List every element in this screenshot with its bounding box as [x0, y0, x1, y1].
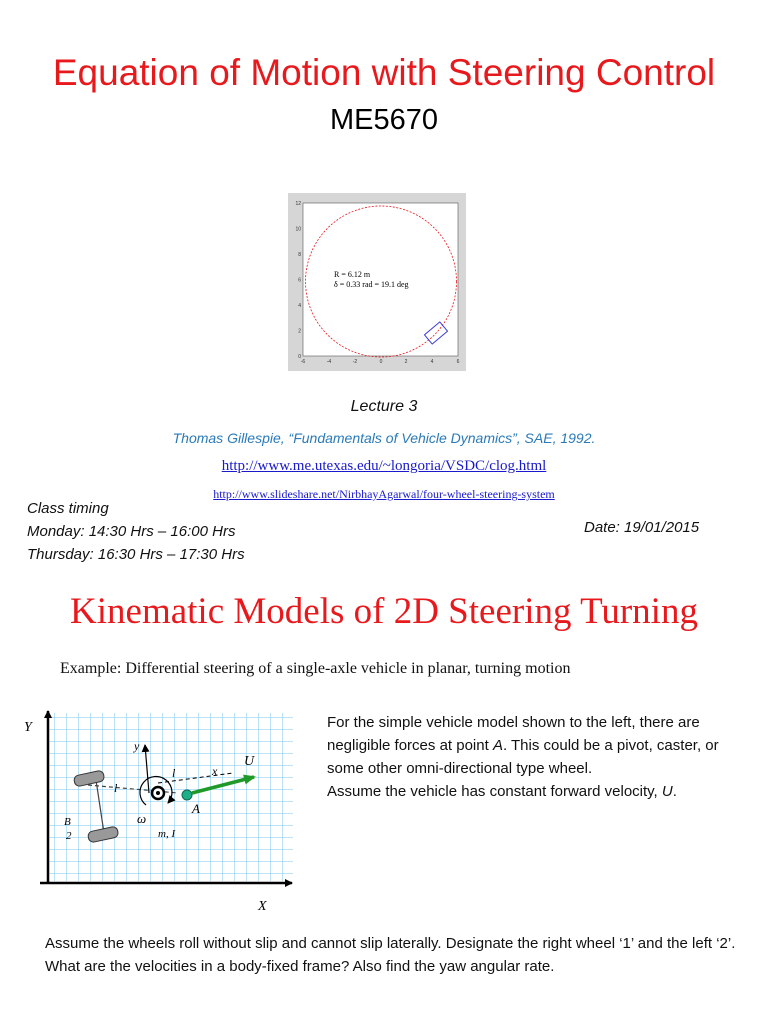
class-timing-monday: Monday: 14:30 Hrs – 16:00 Hrs — [27, 523, 236, 540]
class-timing-heading: Class timing — [27, 500, 109, 517]
reference-citation: Thomas Gillespie, “Fundamentals of Vehicle Dynamics”, SAE, 1992. — [172, 430, 596, 446]
y-tick: 10 — [295, 226, 301, 233]
track-width-denominator: 2 — [66, 830, 72, 842]
point-a — [182, 790, 192, 800]
point-a-ref: A — [492, 737, 503, 754]
section-title: Kinematic Models of 2D Steering Turning — [70, 591, 698, 632]
y-tick: 8 — [298, 252, 301, 258]
y-tick: 0 — [298, 354, 301, 360]
course-code: ME5670 — [329, 104, 438, 136]
delta-label: δ = 0.33 rad = 19.1 deg — [334, 280, 409, 289]
x-tick: 2 — [404, 359, 408, 365]
x-tick: 6 — [456, 359, 460, 365]
slide-title: Equation of Motion with Steering Control — [52, 52, 716, 93]
lecture-date: Date: 19/01/2015 — [584, 519, 700, 536]
class-timing — [27, 497, 245, 566]
point-a-label: A — [192, 801, 200, 816]
x-tick: -2 — [352, 359, 358, 365]
vehicle-diagram — [18, 705, 303, 920]
mass-inertia-label: m, I — [158, 828, 176, 840]
y-tick: 2 — [298, 328, 301, 335]
velocity-ref: U — [661, 783, 673, 800]
x-tick: -4 — [326, 359, 332, 365]
slideshare-link[interactable]: http://www.slideshare.net/NirbhayAgarwal/four-wheel-steering-system — [213, 487, 555, 501]
y-tick: 6 — [298, 277, 301, 284]
track-width-label: B — [64, 816, 71, 828]
length-l2-label: l — [114, 781, 118, 795]
x-tick: 0 — [379, 359, 383, 365]
turning-circle-plot — [288, 193, 466, 371]
grid-background — [48, 713, 293, 881]
model-description: For the simple vehicle model shown to the left, there are negligible forces at point A. This could be a pivot, caster, or some other omni-directional type wheel. Assume the vehicle has constant forward velocity, U. — [327, 714, 719, 800]
radius-label: R = 6.12 m — [334, 270, 371, 279]
y-tick: 4 — [298, 303, 301, 309]
world-x-label: X — [258, 899, 267, 914]
body-x-label: x — [212, 764, 218, 778]
body-y-label: y — [134, 739, 140, 753]
class-timing-thursday: Thursday: 16:30 Hrs – 17:30 Hrs — [27, 546, 245, 563]
example-statement: Example: Differential steering of a single-axle vehicle in planar, turning motion — [60, 660, 571, 677]
lecture-number: Lecture 3 — [350, 398, 418, 415]
question-text: Assume the wheels roll without slip and cannot slip laterally. Designate the right wheel ‘1’ and the left ‘2’. What are the velocities in a body-fixed frame? Also find the yaw angular rate. — [45, 935, 736, 975]
x-tick: -6 — [300, 359, 306, 365]
velocity-label: U — [244, 754, 255, 769]
yaw-rate-label: ω — [137, 811, 147, 826]
course-link[interactable]: http://www.me.utexas.edu/~longoria/VSDC/clog.html — [221, 458, 547, 474]
x-tick: 4 — [430, 359, 434, 365]
y-tick: 12 — [295, 201, 301, 207]
world-y-label: Y — [24, 720, 32, 735]
length-l1-label: l — [172, 766, 176, 780]
